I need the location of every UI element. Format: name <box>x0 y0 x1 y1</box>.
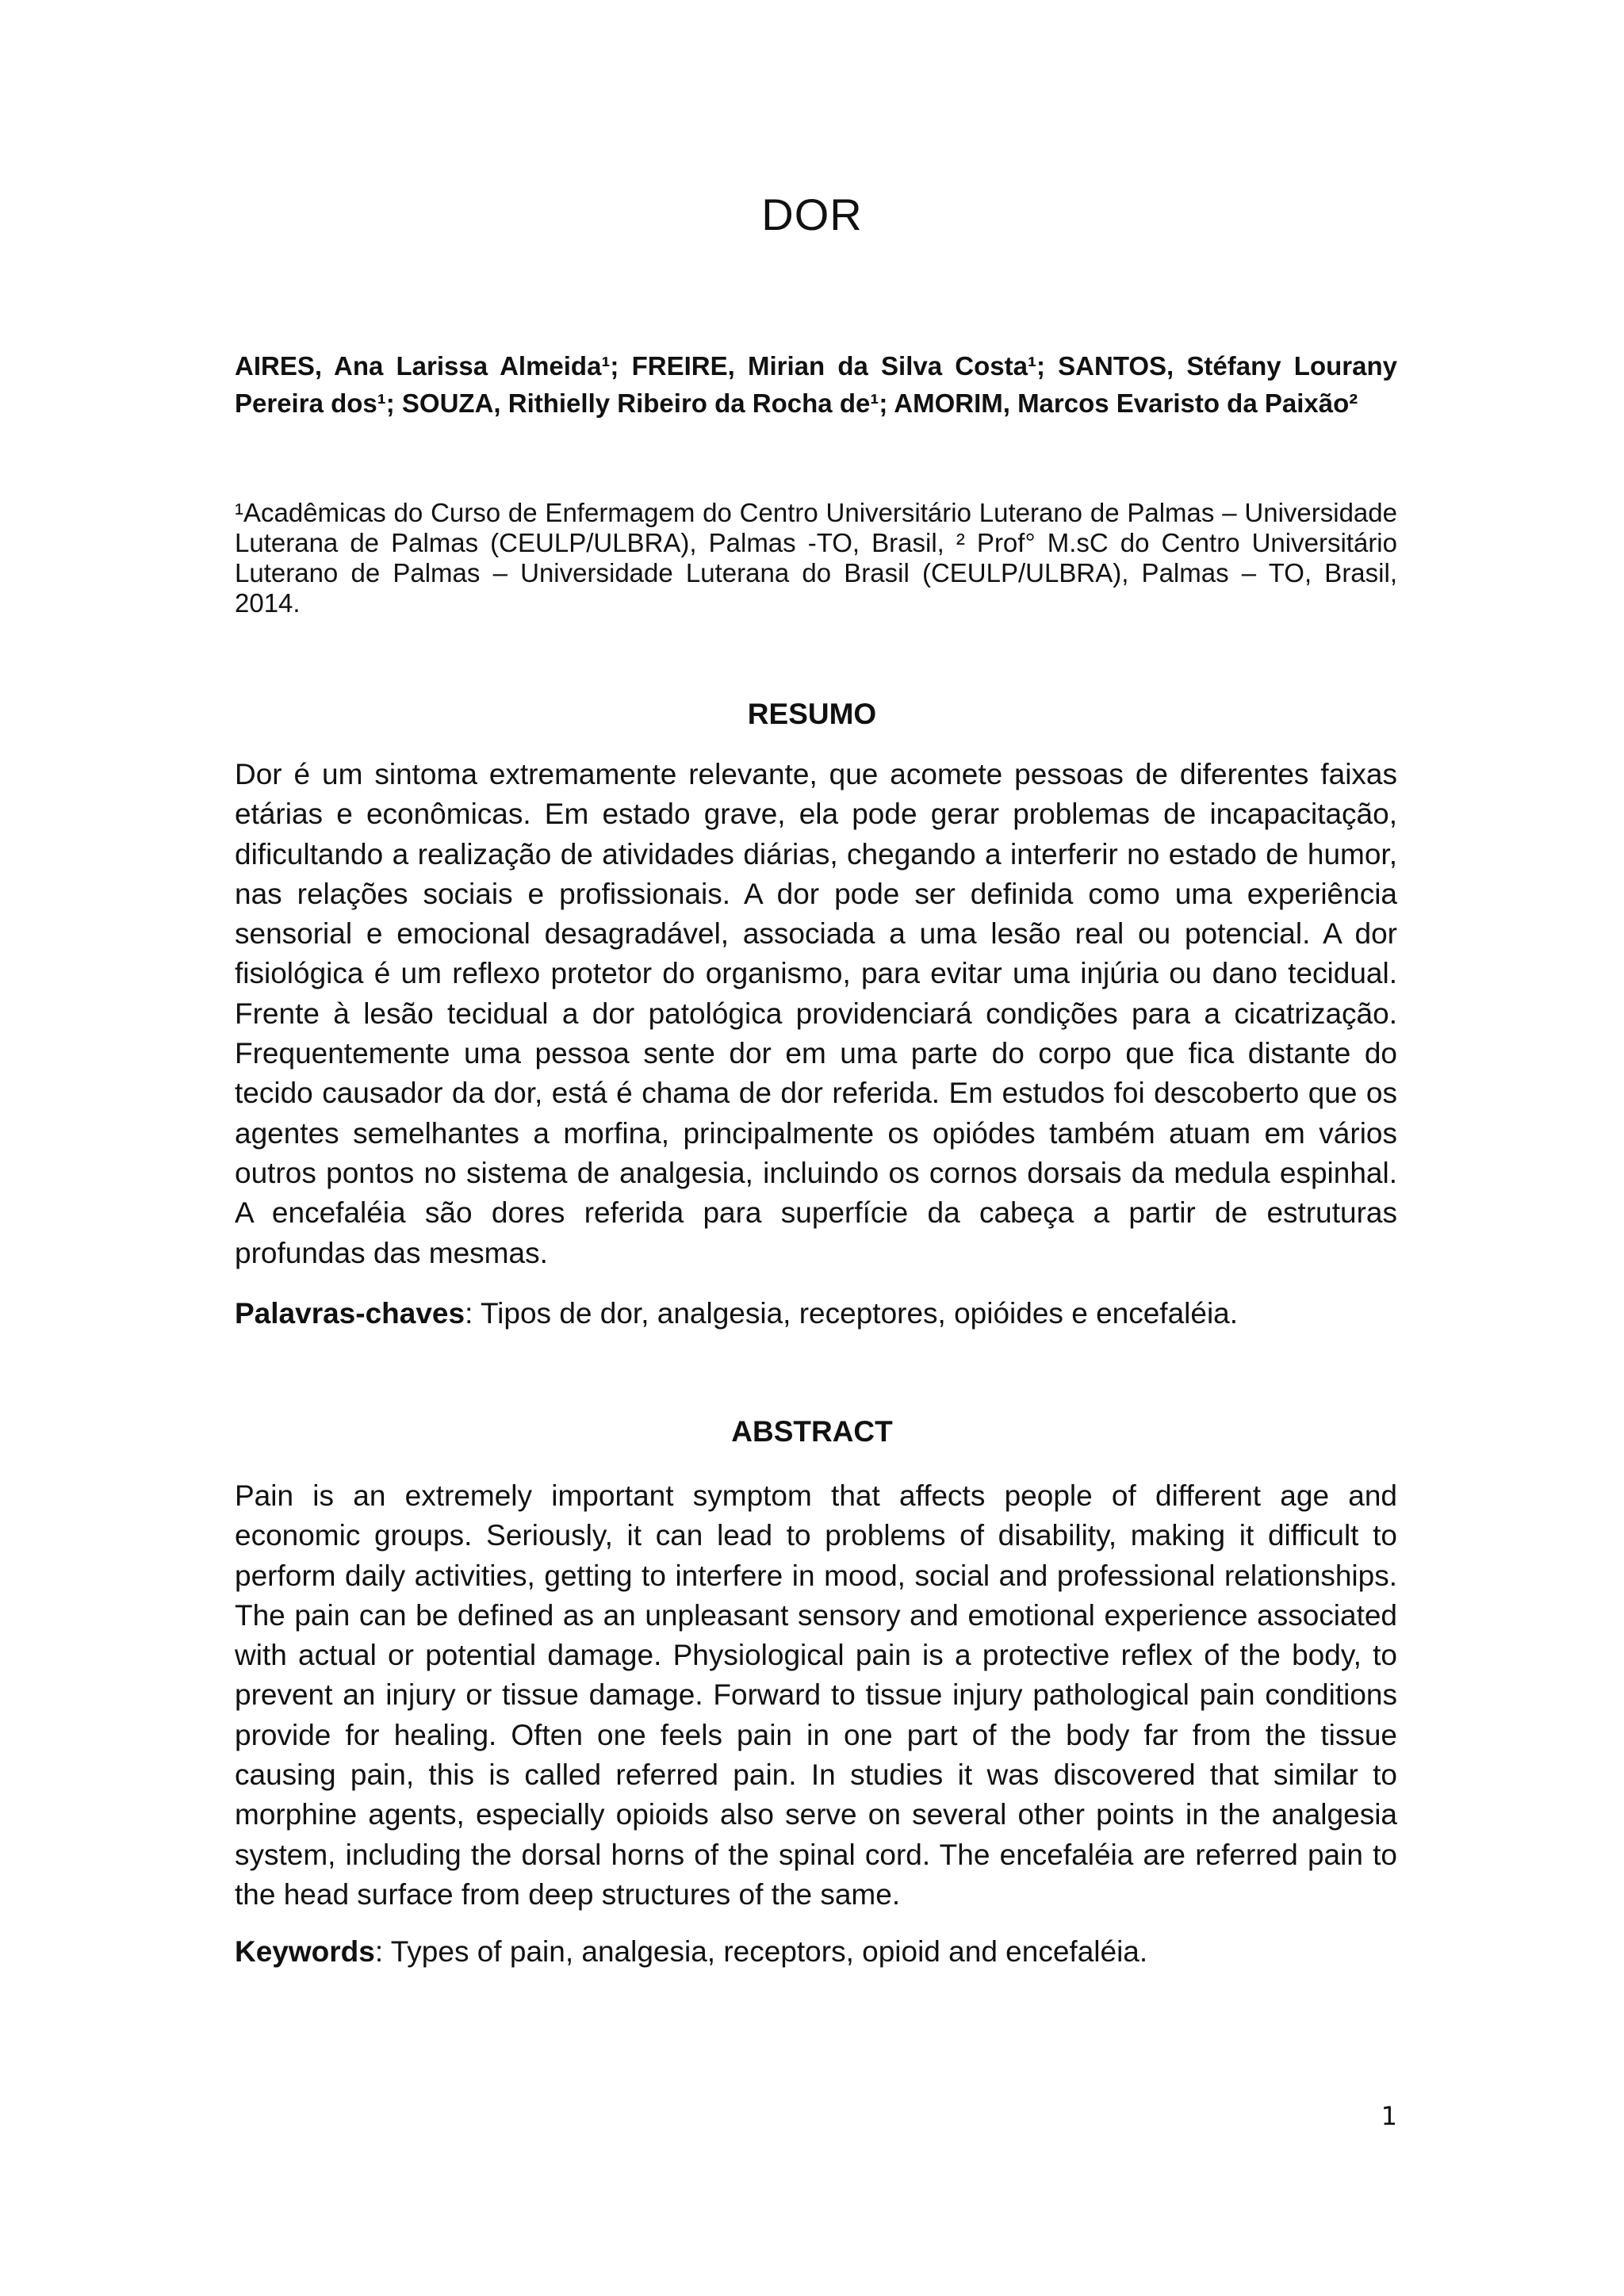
abstract-keywords <box>235 1932 1397 1972</box>
abstract-heading: ABSTRACT <box>731 1415 893 1448</box>
abstract-keywords-label: Keywords <box>235 1935 375 1968</box>
affiliation-note: ¹Acadêmicas do Curso de Enfermagem do Centro Universitário Luterano de Palmas – Universidade Luterana de Palmas (CEULP/ULBRA), Palmas -TO, Brasil, ² Prof° M.sC do Centro Universitário Luterano de Palmas – Universidade Luterana do Brasil (CEULP/ULBRA), Palmas – TO, Brasil, 2014. <box>235 498 1397 618</box>
resumo-keywords-text: : Tipos de dor, analgesia, receptores, opióides e encefaléia. <box>465 1297 1239 1330</box>
page-number: 1 <box>1381 2101 1397 2131</box>
abstract-body: Pain is an extremely important symptom that affects people of different age and economic groups. Seriously, it can lead to problems of disability, making it difficult to perform daily activities, getting to interfere in mood, social and professional relationships. The pain can be defined as an unpleasant sensory and emotional experience associated with actual or potential damage. Physiological pain is a protective reflex of the body, to prevent an injury or tissue damage. Forward to tissue injury pathological pain conditions provide for healing. Often one feels pain in one part of the body far from the tissue causing pain, this is called referred pain. In studies it was discovered that similar to morphine agents, especially opioids also serve on several other points in the analgesia system, including the dorsal horns of the spinal cord. The encefaléia are referred pain to the head surface from deep structures of the same. <box>235 1479 1397 1911</box>
resumo-keywords-label: Palavras-chaves <box>235 1297 465 1330</box>
resumo-heading: RESUMO <box>747 698 877 730</box>
author-list: AIRES, Ana Larissa Almeida¹; FREIRE, Mirian da Silva Costa¹; SANTOS, Stéfany Lourany Pereira dos¹; SOUZA, Rithielly Ribeiro da Rocha de¹; AMORIM, Marcos Evaristo da Paixão² <box>235 351 1397 418</box>
resumo-keywords <box>235 1294 1397 1334</box>
resumo-body: Dor é um sintoma extremamente relevante, que acomete pessoas de diferentes faixas etárias e econômicas. Em estado grave, ela pode gerar problemas de incapacitação, dificultando a realização de atividades diárias, chegando a interferir no estado de humor, nas relações sociais e profissionais. A dor pode ser definida como uma experiência sensorial e emocional desagradável, associada a uma lesão real ou potencial. A dor fisiológica é um reflexo protetor do organismo, para evitar uma injúria ou dano tecidual. Frente à lesão tecidual a dor patológica providenciará condições para a cicatrização. Frequentemente uma pessoa sente dor em uma parte do corpo que fica distante do tecido causador da dor, está é chama de dor referida. Em estudos foi descoberto que os agentes semelhantes a morfina, principalmente os opiódes também atuam em vários outros pontos no sistema de analgesia, incluindo os cornos dorsais da medula espinhal. A encefaléia são dores referida para superfície da cabeça a partir de estruturas profundas das mesmas. <box>235 758 1397 1269</box>
abstract-keywords-text: : Types of pain, analgesia, receptors, opioid and encefaléia. <box>374 1935 1148 1968</box>
paper-title: DOR <box>761 189 863 239</box>
